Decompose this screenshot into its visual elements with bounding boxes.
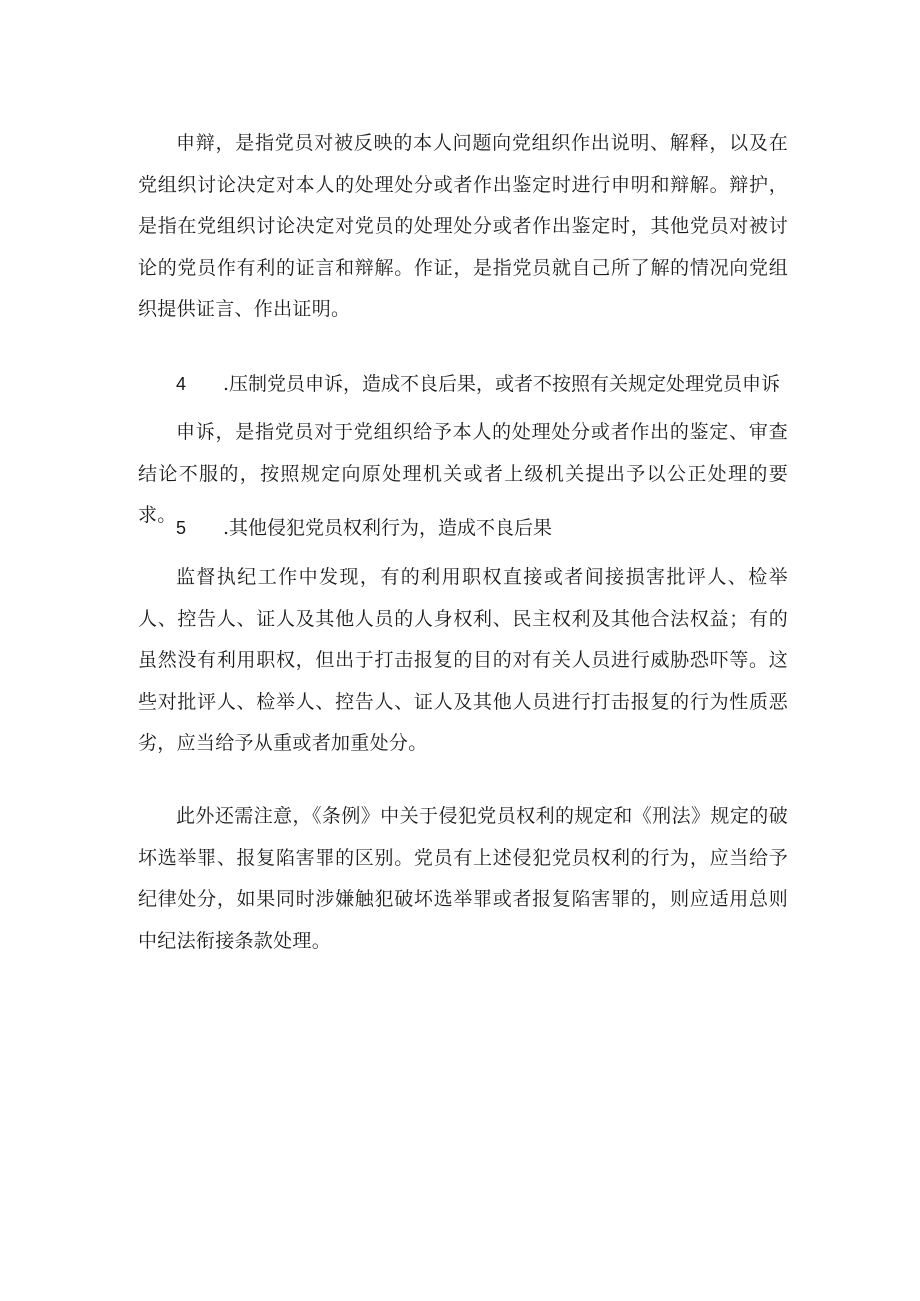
section-title-4: .压制党员申诉，造成不良后果，或者不按照有关规定处理党员申诉 bbox=[223, 373, 781, 395]
paragraph-defense-definition: 申辩，是指党员对被反映的本人问题向党组织作出说明、解释，以及在党组织讨论决定对本人的处理处分或者作出鉴定时进行申明和辩解。辩护，是指在党组织讨论决定对党员的处理处分或者作出鉴定时，其他党员对被讨论的党员作有利的证言和辩解。作证，是指党员就自己所了解的情况向党组织提供证言、作出证明。 bbox=[138, 132, 788, 320]
section-number-4: 4 bbox=[176, 374, 187, 394]
section-number-5: 5 bbox=[176, 518, 187, 538]
section-title-5: .其他侵犯党员权利行为，造成不良后果 bbox=[223, 517, 553, 539]
paragraph-supervision-findings: 监督执纪工作中发现，有的利用职权直接或者间接损害批评人、检举人、控告人、证人及其他人员的人身权利、民主权利及其他合法权益；有的虽然没有利用职权，但出于打击报复的目的对有关人员进行威胁恐吓等。这些对批评人、检举人、控告人、证人及其他人员进行打击报复的行为性质恶劣，应当给予从重或者加重处分。 bbox=[138, 566, 788, 754]
section-heading-5 bbox=[176, 508, 552, 550]
paragraph-additional-notes: 此外还需注意，《条例》中关于侵犯党员权利的规定和《刑法》规定的破坏选举罪、报复陷害罪的区别。党员有上述侵犯党员权利的行为，应当给予纪律处分，如果同时涉嫌触犯破坏选举罪或者报复陷害罪的，则应适用总则中纪法衔接条款处理。 bbox=[138, 805, 788, 952]
paragraph-appeal-definition: 申诉，是指党员对于党组织给予本人的处理处分或者作出的鉴定、审查结论不服的，按照规定向原处理机关或者上级机关提出予以公正处理的要求。 bbox=[138, 421, 788, 526]
section-heading-4 bbox=[176, 364, 780, 406]
